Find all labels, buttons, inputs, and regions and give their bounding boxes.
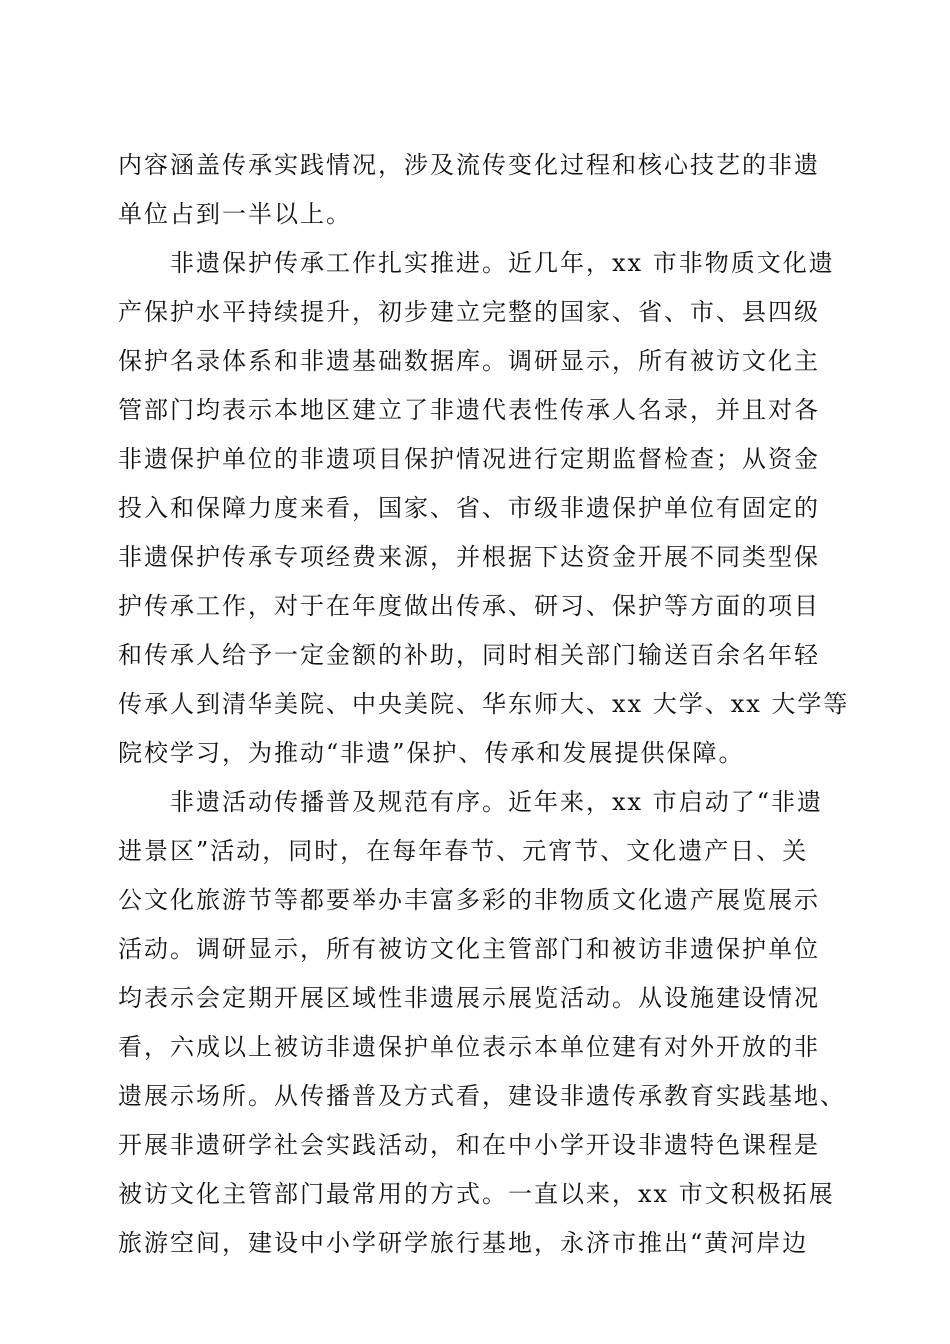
text-line: 非遗保护单位的非遗项目保护情况进行定期监督检查；从资金 bbox=[118, 445, 820, 473]
text-line: 开展非遗研学社会实践活动，和在中小学开设非遗特色课程是 bbox=[118, 1131, 820, 1159]
text-line: 投入和保障力度来看，国家、省、市级非遗保护单位有固定的 bbox=[118, 494, 820, 522]
text-line: 进景区”活动，同时，在每年春节、元宵节、文化遗产日、关 bbox=[118, 837, 809, 865]
text-line: 遗展示场所。从传播普及方式看，建设非遗传承教育实践基地、 bbox=[118, 1082, 846, 1110]
text-line: 公文化旅游节等都要举办丰富多彩的非物质文化遗产展览展示 bbox=[118, 886, 820, 914]
text-line: 护传承工作，对于在年度做出传承、研习、保护等方面的项目 bbox=[118, 592, 820, 620]
paragraph-heading-line: 非遗活动传播普及规范有序。近年来，xx 市启动了“非遗 bbox=[170, 788, 823, 816]
text-line: 传承人到清华美院、中央美院、华东师大、xx 大学、xx 大学等 bbox=[118, 690, 850, 718]
text-line: 单位占到一半以上。 bbox=[118, 200, 352, 228]
text-line: 内容涵盖传承实践情况，涉及流传变化过程和核心技艺的非遗 bbox=[118, 151, 820, 179]
text-line: 活动。调研显示，所有被访文化主管部门和被访非遗保护单位 bbox=[118, 935, 820, 963]
text-line: 和传承人给予一定金额的补助，同时相关部门输送百余名年轻 bbox=[118, 641, 820, 669]
text-line: 保护名录体系和非遗基础数据库。调研显示，所有被访文化主 bbox=[118, 347, 820, 375]
paragraph-heading-line: 非遗保护传承工作扎实推进。近几年，xx 市非物质文化遗 bbox=[170, 249, 835, 277]
text-line: 均表示会定期开展区域性非遗展示展览活动。从设施建设情况 bbox=[118, 984, 820, 1012]
text-line: 看，六成以上被访非遗保护单位表示本单位建有对外开放的非 bbox=[118, 1033, 820, 1061]
text-line: 非遗保护传承专项经费来源，并根据下达资金开展不同类型保 bbox=[118, 543, 820, 571]
text-line: 旅游空间，建设中小学研学旅行基地，永济市推出“黄河岸边 bbox=[118, 1229, 809, 1257]
text-line: 产保护水平持续提升，初步建立完整的国家、省、市、县四级 bbox=[118, 298, 820, 326]
document-body bbox=[118, 141, 850, 1268]
text-line: 被访文化主管部门最常用的方式。一直以来，xx 市文积极拓展 bbox=[118, 1180, 835, 1208]
text-line: 院校学习，为推动“非遗”保护、传承和发展提供保障。 bbox=[118, 739, 745, 767]
text-line: 管部门均表示本地区建立了非遗代表性传承人名录，并且对各 bbox=[118, 396, 820, 424]
